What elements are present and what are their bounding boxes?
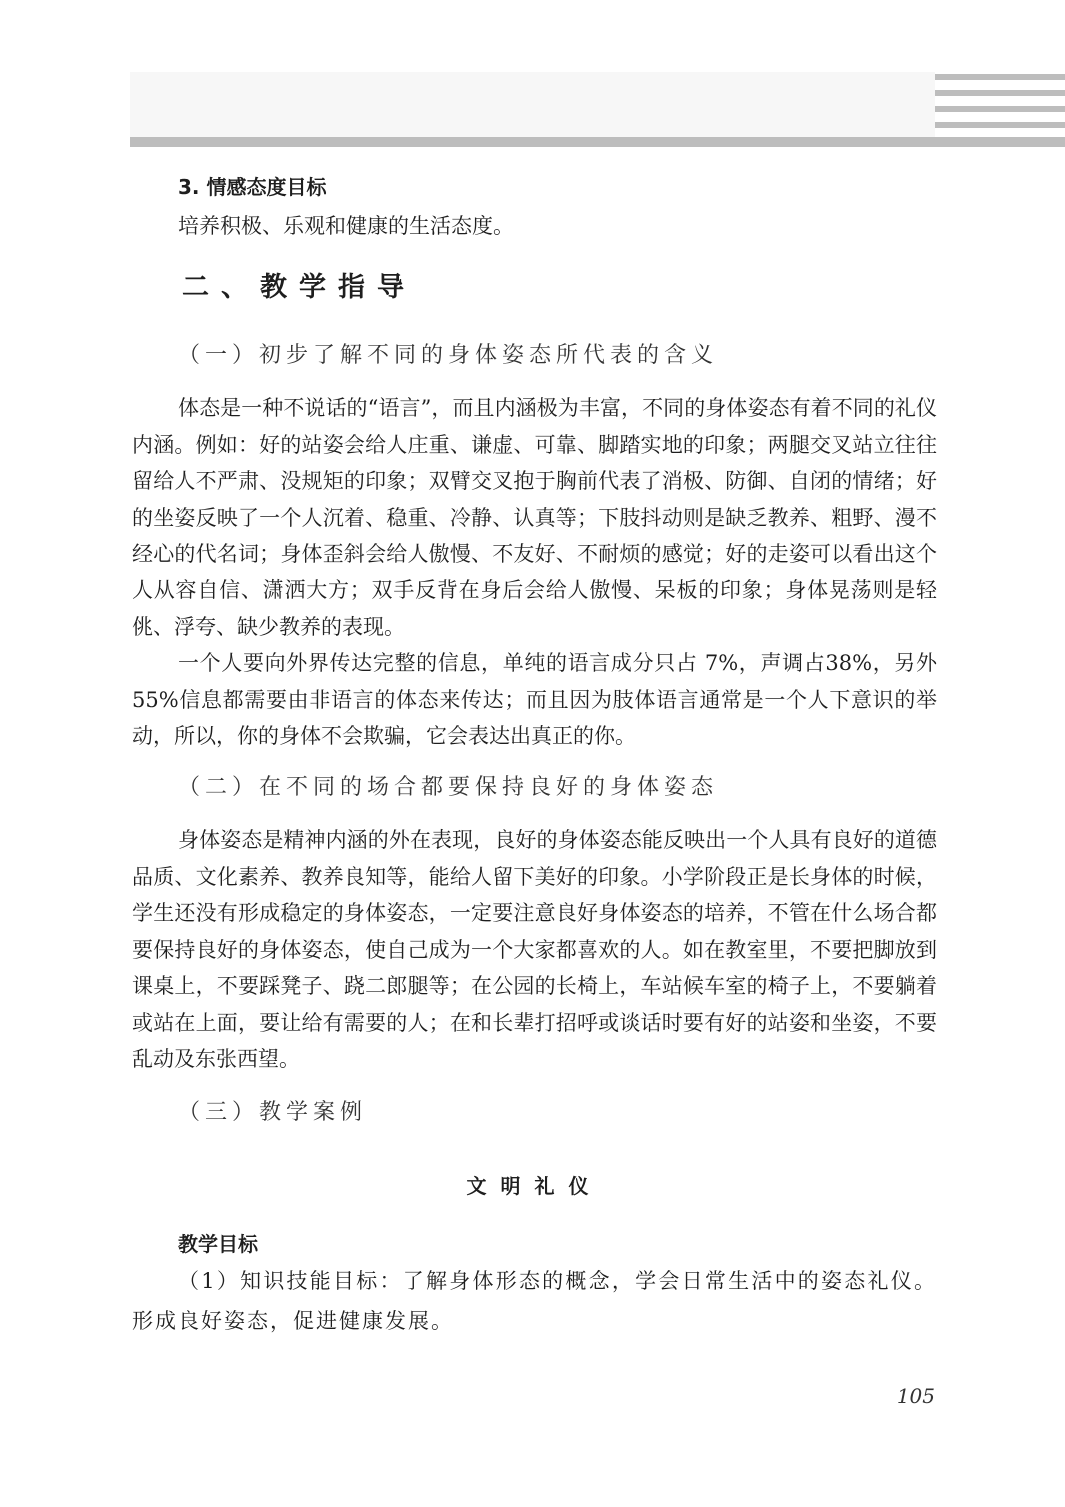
case-title: 文明礼仪 [466,1174,603,1199]
goal3-heading: 3. 情感态度目标 [178,175,327,199]
header-rule [130,137,1065,147]
header-stripe [935,90,1065,96]
teaching-goal-heading: 教学目标 [178,1232,258,1257]
section2-title: 二、教学指导 [182,272,416,304]
sub2-heading: （二）在不同的场合都要保持良好的身体姿态 [178,775,719,801]
sub1-paragraph-2: 一个人要向外界传达完整的信息，单纯的语言成分只占 7%，声调占38%，另外 55%信息都需要由非语言的体态来传达；而且因为肢体语言通常是一个人下意识的举动，所以，你的身体不会欺骗，它会表达出真正的你。 [132,651,937,749]
sub3-heading: （三）教学案例 [178,1100,368,1126]
sub1-paragraph-1: 体态是一种不说话的“语言”，而且内涵极为丰富，不同的身体姿态有着不同的礼仪内涵。例如：好的站姿会给人庄重、谦虚、可靠、脚踏实地的印象；两腿交叉站立往往留给人不严肃、没规矩的印象；双臂交叉抱于胸前代表了消极、防御、自闭的情绪；好的坐姿反映了一个人沉着、稳重、冷静、认真等；下肢抖动则是缺乏教养、粗野、漫不经心的代名词；身体歪斜会给人傲慢、不友好、不耐烦的感觉；好的走姿可以看出这个人从容自信、潇洒大方；双手反背在身后会给人傲慢、呆板的印象；身体晃荡则是轻佻、浮夸、缺少教养的表现。 [132,396,937,639]
sub1-heading: （一）初步了解不同的身体姿态所代表的含义 [178,343,719,369]
goal3-text: 培养积极、乐观和健康的生活态度。 [178,214,514,238]
sub2-paragraph-1: 身体姿态是精神内涵的外在表现，良好的身体姿态能反映出一个人具有良好的道德品质、文化素养、教养良知等，能给人留下美好的印象。小学阶段正是长身体的时候，学生还没有形成稳定的身体姿态，一定要注意良好身体姿态的培养，不管在什么场合都要保持良好的身体姿态，使自己成为一个大家都喜欢的人。如在教室里，不要把脚放到课桌上，不要踩凳子、跷二郎腿等；在公园的长椅上，车站候车室的椅子上，不要躺着或站在上面，要让给有需要的人；在和长辈打招呼或谈话时要有好的站姿和坐姿，不要乱动及东张西望。 [132,828,937,1071]
header-stripes-decoration [935,74,1065,138]
teaching-goal-1: （1）知识技能目标：了解身体形态的概念，学会日常生活中的姿态礼仪。形成良好姿态，促进健康发展。 [132,1269,937,1334]
page-content [132,172,937,1341]
header-stripe [935,74,1065,80]
header-band [130,72,935,138]
header-stripe [935,122,1065,128]
header-stripe [935,106,1065,112]
page-number: 105 [896,1384,935,1408]
